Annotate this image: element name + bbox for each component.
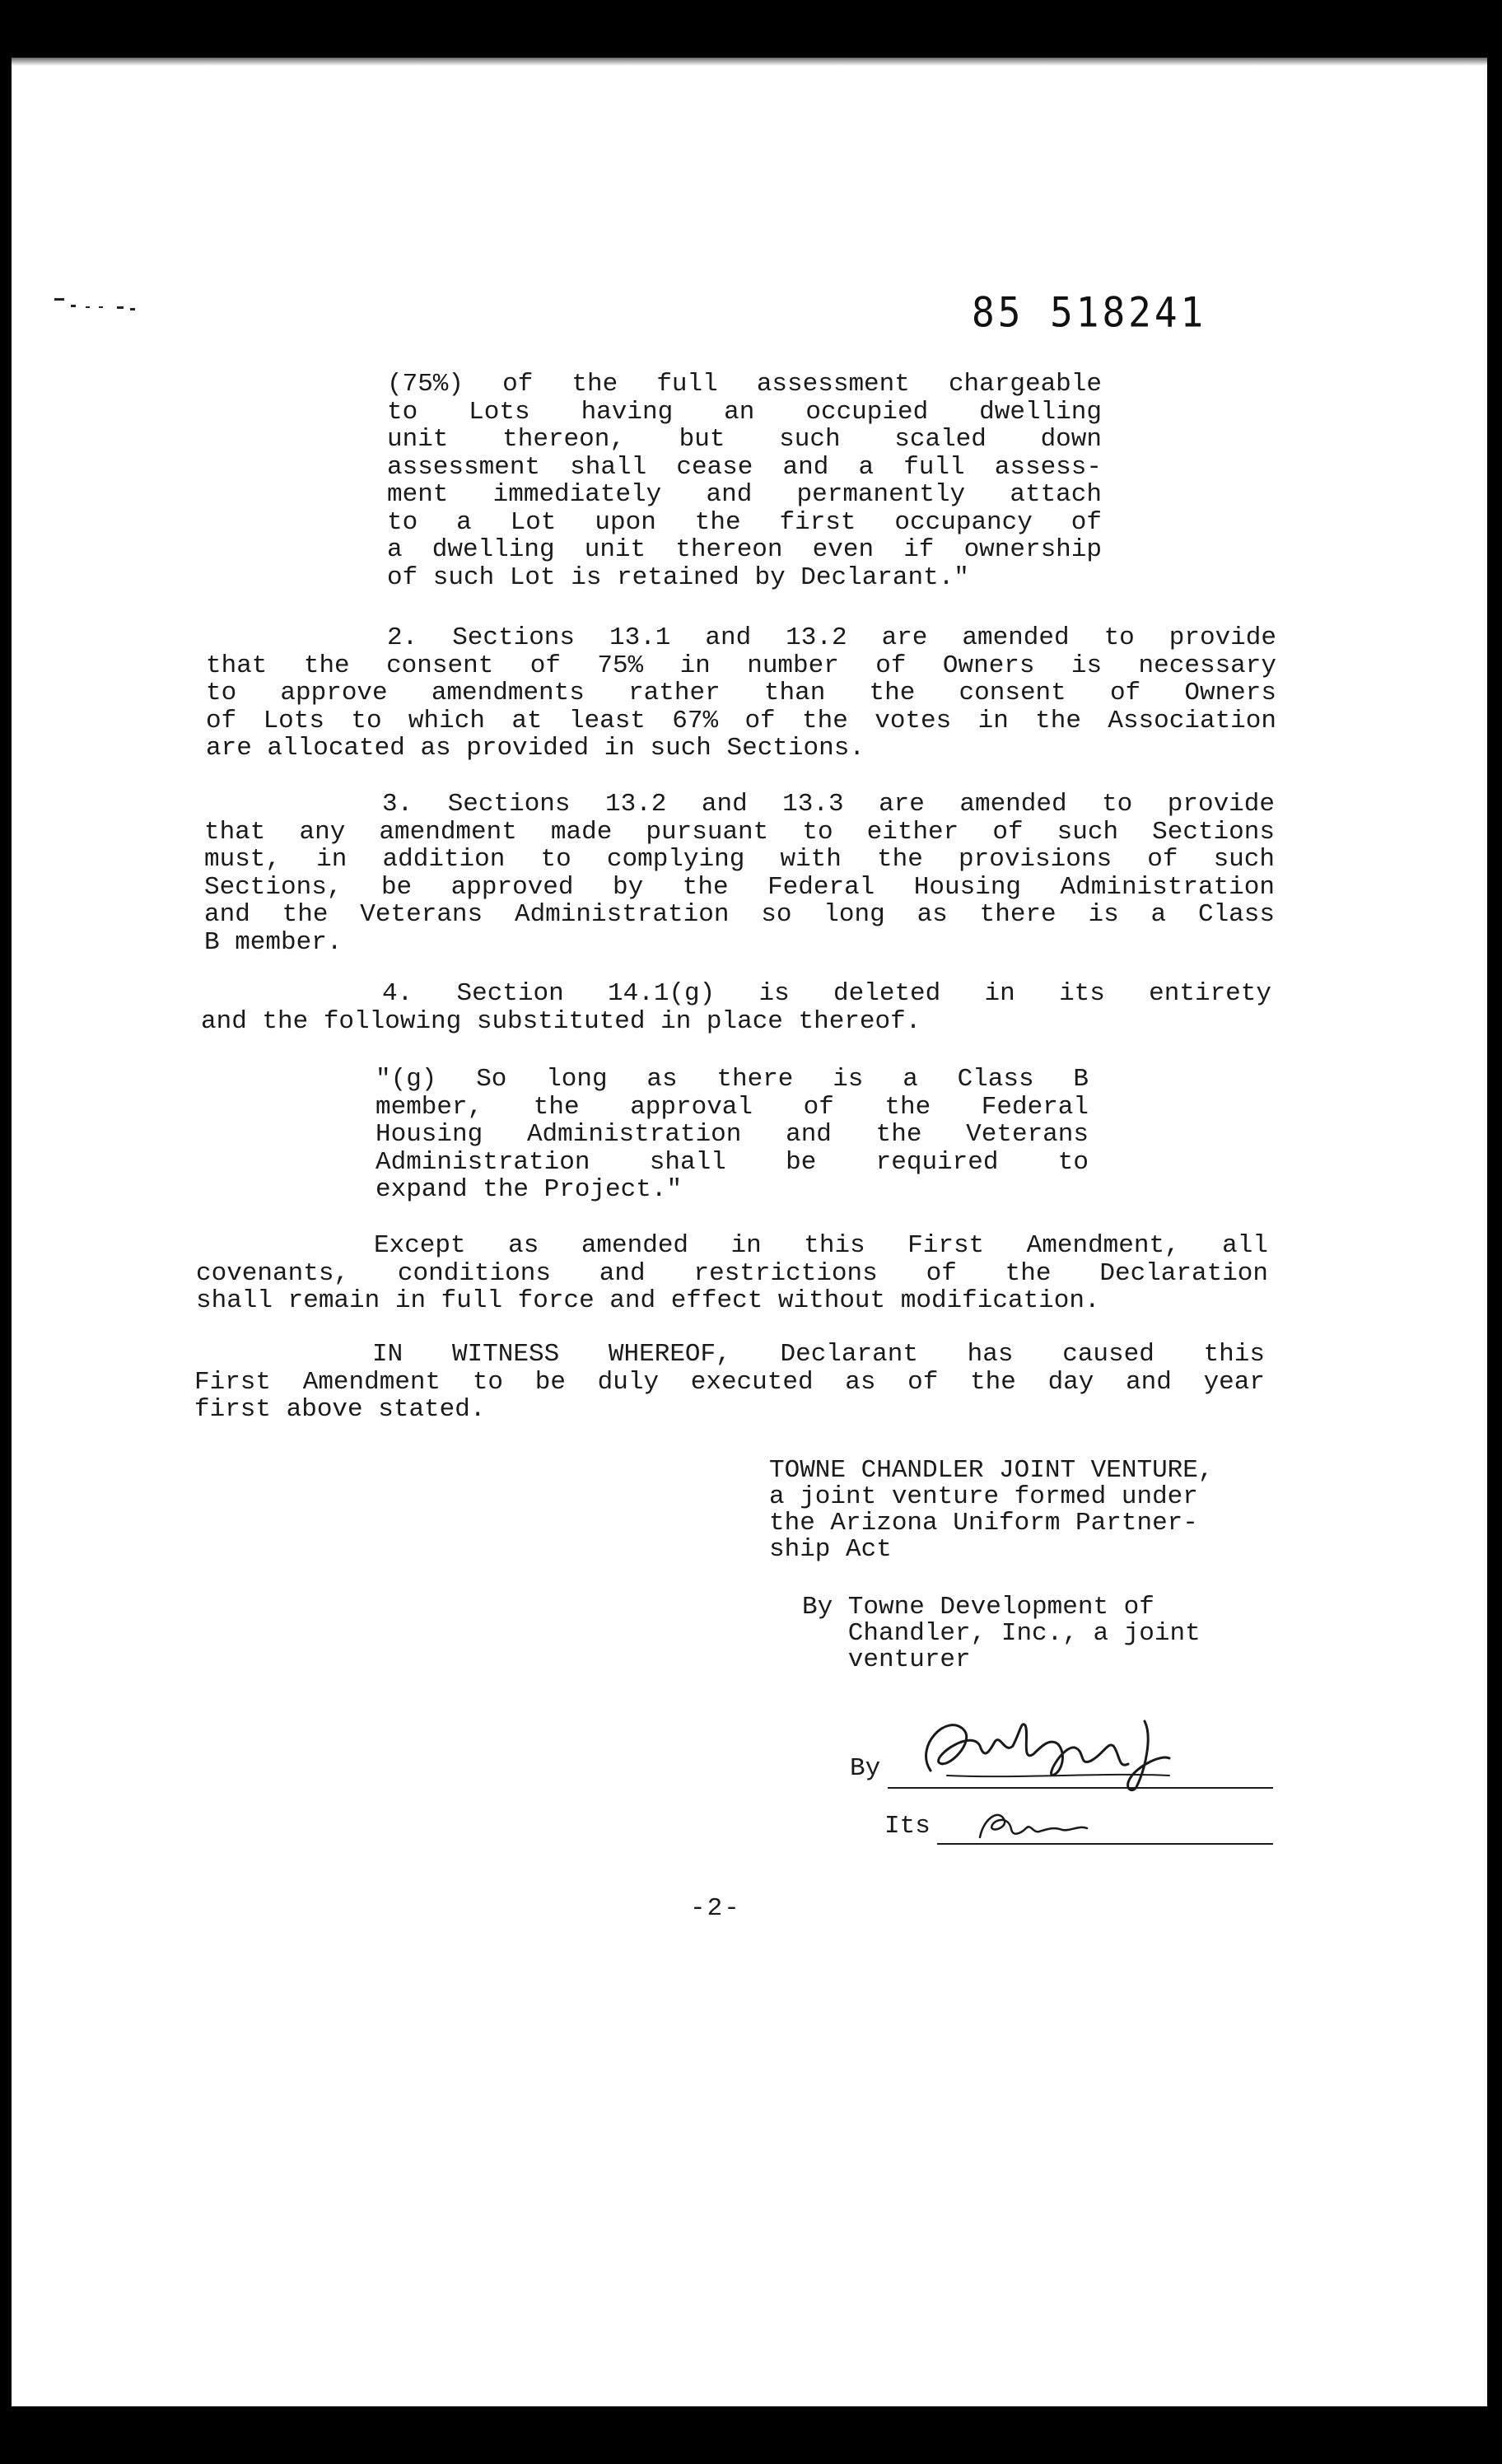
- text-line: must, in addition to complying with the provisions of such: [204, 845, 1275, 874]
- text-line: ment immediately and permanently attach: [387, 480, 1102, 509]
- text-line: expand the Project.": [376, 1175, 683, 1204]
- amendment-paragraph-4: [201, 980, 1271, 1035]
- text-line: 4. Section 14.1(g) is deleted in its entirety: [382, 979, 1271, 1008]
- signatory-block: [769, 1458, 1214, 1563]
- scan-speck: [54, 298, 64, 301]
- text-line: unit thereon, but such scaled down: [387, 425, 1102, 454]
- text-line: are allocated as provided in such Sections.: [206, 734, 865, 763]
- text-line: that the consent of 75% in number of Owners is necessary: [206, 651, 1276, 680]
- by-label: By: [850, 1754, 881, 1783]
- text-line: covenants, conditions and restrictions of the Declaration: [196, 1258, 1268, 1288]
- text-line: to a Lot upon the first occupancy of: [387, 507, 1102, 537]
- scan-speck: [117, 306, 124, 309]
- scan-edge-shadow: [12, 58, 1487, 66]
- text-line: B member.: [204, 927, 343, 957]
- except-paragraph: [196, 1232, 1268, 1315]
- text-line: Administration shall be required to: [376, 1147, 1089, 1177]
- handwritten-title: [972, 1800, 1120, 1850]
- text-line: of Lots to which at least 67% of the votes in the Association: [206, 706, 1276, 735]
- scan-speck: [99, 306, 103, 308]
- text-line: first above stated.: [194, 1395, 486, 1424]
- amendment-paragraph-3: [204, 791, 1275, 956]
- text-line: Sections, be approved by the Federal Housing Administration: [204, 872, 1275, 902]
- its-label: Its: [884, 1812, 931, 1841]
- text-line: ship Act: [769, 1535, 892, 1564]
- text-line: 2. Sections 13.1 and 13.2 are amended to provide: [387, 623, 1276, 652]
- text-line: Housing Administration and the Veterans: [376, 1120, 1089, 1149]
- text-line: By Towne Development of: [802, 1593, 1154, 1622]
- text-line: Chandler, Inc., a joint: [802, 1619, 1201, 1648]
- text-line: IN WITNESS WHEREOF, Declarant has caused this: [372, 1340, 1265, 1369]
- text-line: 3. Sections 13.2 and 13.3 are amended to provide: [382, 790, 1275, 819]
- text-line: a joint venture formed under: [769, 1482, 1198, 1511]
- scan-border-bottom: [0, 2406, 1502, 2464]
- page-number: -2-: [690, 1894, 741, 1923]
- text-line: Except as amended in this First Amendment, all: [374, 1231, 1268, 1260]
- text-line: to Lots having an occupied dwelling: [387, 397, 1102, 427]
- signatory-name: TOWNE CHANDLER JOINT VENTURE,: [769, 1456, 1214, 1485]
- text-line: assessment shall cease and a full assess-: [387, 452, 1102, 482]
- text-line: the Arizona Uniform Partner-: [769, 1509, 1198, 1538]
- scan-speck: [86, 306, 90, 308]
- document-recording-number: 85 518241: [972, 287, 1207, 337]
- scan-border-top: [0, 0, 1502, 58]
- text-line: of such Lot is retained by Declarant.": [387, 562, 969, 592]
- text-line: (75%) of the full assessment chargeable: [387, 370, 1102, 399]
- quoted-assessment-clause: [387, 371, 1102, 591]
- text-line: a dwelling unit thereon even if ownership: [387, 535, 1102, 564]
- text-line: venturer: [802, 1645, 971, 1674]
- text-line: and the Veterans Administration so long as there is a Class: [204, 900, 1275, 929]
- text-line: shall remain in full force and effect without modification.: [196, 1286, 1100, 1315]
- text-line: and the following substituted in place thereof.: [201, 1006, 921, 1036]
- text-line: First Amendment to be duly executed as of the day and year: [194, 1367, 1265, 1397]
- text-line: member, the approval of the Federal: [376, 1092, 1089, 1122]
- scan-speck: [71, 305, 76, 307]
- by-entity-block: [802, 1594, 1201, 1673]
- scan-border-right: [1487, 0, 1502, 2464]
- scan-border-left: [0, 0, 12, 2464]
- text-line: to approve amendments rather than the consent of Owners: [206, 679, 1276, 707]
- scan-speck: [130, 308, 135, 310]
- text-line: "(g) So long as there is a Class B: [376, 1065, 1089, 1094]
- handwritten-signature: [898, 1696, 1243, 1795]
- quoted-clause-g: [376, 1066, 1089, 1204]
- text-line: that any amendment made pursuant to either of such Sections: [204, 817, 1275, 847]
- witness-paragraph: [194, 1341, 1265, 1424]
- amendment-paragraph-2: [206, 624, 1276, 763]
